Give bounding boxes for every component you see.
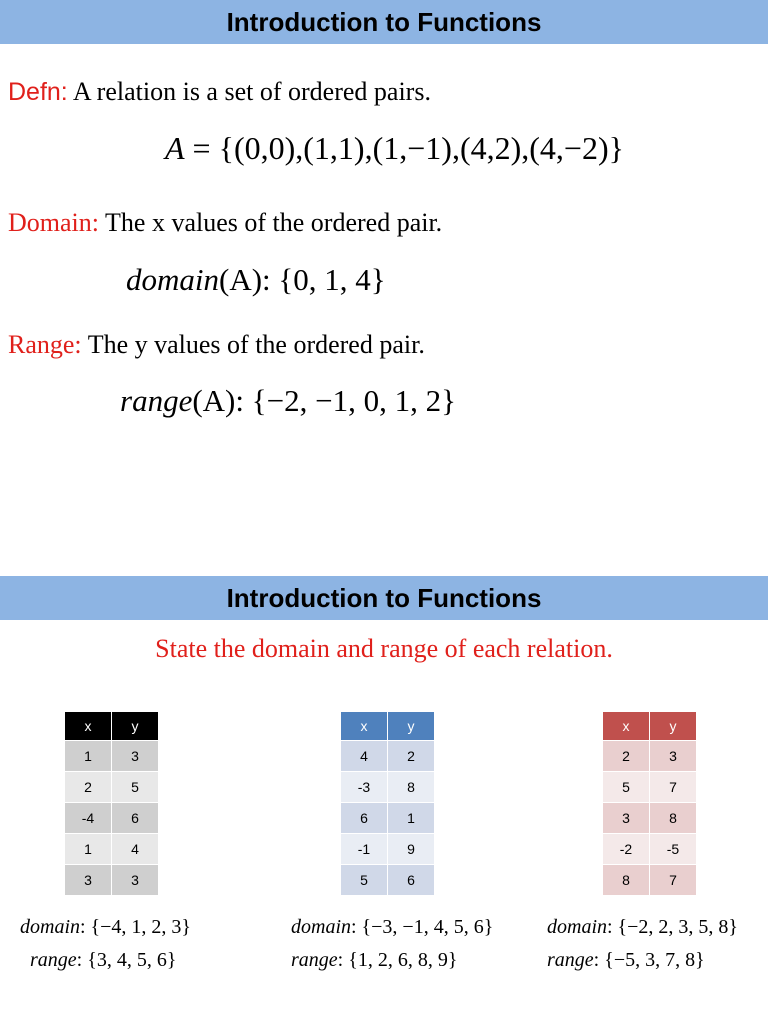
cell-x: 5 [603,772,650,803]
domain-label: Domain: [8,208,99,237]
cell-y: 7 [650,865,697,896]
range-word: range [291,949,338,971]
cell-y: 8 [388,772,435,803]
range-value: (A): {−2, −1, 0, 1, 2} [192,383,456,418]
table-row [341,803,435,834]
defn-label: Defn: [8,78,68,106]
answer-domain-2 [291,916,493,939]
header-y: y [112,712,159,741]
cell-y: 9 [388,834,435,865]
table-row [341,865,435,896]
table-header-row [603,712,697,741]
range-example [120,383,456,419]
table-row [603,834,697,865]
range-answer: : {1, 2, 6, 8, 9} [337,949,458,971]
header-y: y [388,712,435,741]
range-word: range [30,949,77,971]
cell-y: 5 [112,772,159,803]
table-row [603,741,697,772]
header-x: x [603,712,650,741]
defn-text: A relation is a set of ordered pairs. [72,77,431,106]
header-x: x [341,712,388,741]
cell-x: 8 [603,865,650,896]
cell-x: 6 [341,803,388,834]
cell-x: 5 [341,865,388,896]
table-row [65,772,159,803]
relation-set: = {(0,0),(1,1),(1,−1),(4,2),(4,−2)} [192,130,624,166]
cell-x: 2 [603,741,650,772]
cell-x: 1 [65,834,112,865]
cell-y: 7 [650,772,697,803]
table-row [603,772,697,803]
table-row [65,834,159,865]
relation-table-3 [602,711,697,896]
table-row [341,834,435,865]
table-row [603,865,697,896]
cell-y: 3 [112,865,159,896]
domain-text: The x values of the ordered pair. [105,208,443,237]
relation-name: A [165,130,185,166]
cell-x: -4 [65,803,112,834]
answer-range-2 [291,949,457,972]
range-definition-line [8,330,425,360]
range-answer: : {3, 4, 5, 6} [76,949,177,971]
cell-x: -1 [341,834,388,865]
cell-x: 4 [341,741,388,772]
cell-y: -5 [650,834,697,865]
answer-range-3 [547,949,705,972]
relation-table-2 [340,711,435,896]
domain-word: domain [291,916,351,938]
table-header-row [341,712,435,741]
cell-y: 8 [650,803,697,834]
table-header-row [65,712,159,741]
table-row [341,772,435,803]
range-label: Range: [8,330,82,359]
answer-range-1 [30,949,176,972]
domain-value: (A): {0, 1, 4} [219,262,386,297]
cell-y: 2 [388,741,435,772]
cell-y: 3 [650,741,697,772]
definition-line [8,77,431,107]
slide-exercises [0,576,768,1024]
cell-y: 4 [112,834,159,865]
cell-y: 6 [112,803,159,834]
range-text: The y values of the ordered pair. [87,330,425,359]
slide-title: Introduction to Functions [0,0,768,44]
domain-answer: : {−2, 2, 3, 5, 8} [607,916,739,938]
header-x: x [65,712,112,741]
domain-word: domain [547,916,607,938]
instruction-text: State the domain and range of each relation. [155,634,613,663]
range-func: range [120,383,193,418]
answer-domain-3 [547,916,738,939]
range-answer: : {−5, 3, 7, 8} [593,949,705,971]
cell-y: 6 [388,865,435,896]
domain-answer: : {−3, −1, 4, 5, 6} [351,916,494,938]
table-row [65,803,159,834]
domain-func: domain [126,262,219,297]
domain-word: domain [20,916,80,938]
relation-table-1 [64,711,159,896]
table-row [65,741,159,772]
table-row [65,865,159,896]
answer-domain-1 [20,916,191,939]
cell-x: 3 [65,865,112,896]
cell-x: 3 [603,803,650,834]
cell-x: 1 [65,741,112,772]
domain-example [126,262,386,298]
relation-equation [165,130,624,167]
cell-x: 2 [65,772,112,803]
table-row [341,741,435,772]
table-row [603,803,697,834]
cell-y: 3 [112,741,159,772]
slide-title: Introduction to Functions [0,576,768,620]
cell-x: -3 [341,772,388,803]
header-y: y [650,712,697,741]
cell-y: 1 [388,803,435,834]
cell-x: -2 [603,834,650,865]
domain-answer: : {−4, 1, 2, 3} [80,916,192,938]
domain-definition-line [8,208,442,238]
range-word: range [547,949,594,971]
